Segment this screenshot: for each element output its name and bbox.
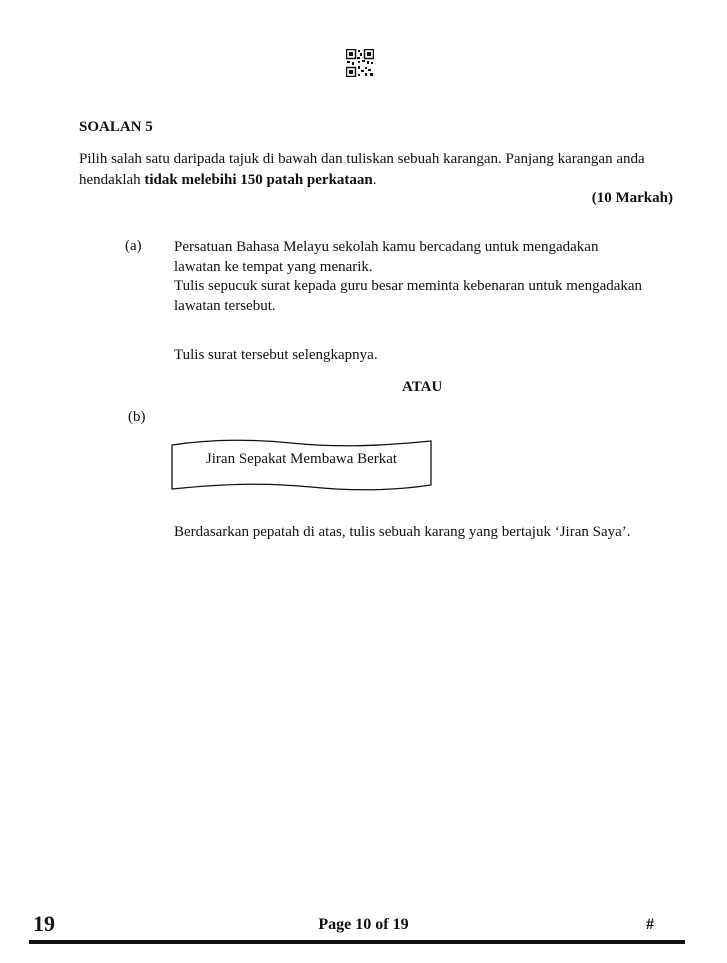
option-a-line: lawatan ke tempat yang menarik. xyxy=(174,258,373,275)
option-a-line: lawatan tersebut. xyxy=(174,297,276,314)
option-a-label: (a) xyxy=(125,238,142,254)
option-b-label: (b) xyxy=(128,409,146,425)
question-heading: SOALAN 5 xyxy=(79,119,153,135)
instructions-end: . xyxy=(372,172,377,188)
proverb-text: Jiran Sepakat Membawa Berkat xyxy=(205,451,398,467)
marks-allocation: (10 Markah) xyxy=(591,190,673,206)
footer-mark: # xyxy=(646,916,654,933)
option-b-prompt: Berdasarkan pepatah di atas, tulis sebuah karang yang bertajuk ‘Jiran Saya’. xyxy=(174,524,631,540)
question-instructions xyxy=(79,149,679,191)
footer-rule xyxy=(29,940,685,944)
option-a-line: Persatuan Bahasa Melayu sekolah kamu bercadang untuk mengadakan xyxy=(174,239,599,255)
or-separator: ATAU xyxy=(402,379,443,395)
option-a-instruction: Tulis surat tersebut selengkapnya. xyxy=(174,347,378,363)
option-a-line: Tulis sepucuk surat kepada guru besar meminta kebenaran untuk mengadakan xyxy=(174,278,643,294)
instructions-text: Pilih salah satu daripada tajuk di bawah dan tuliskan sebuah karangan. Panjang karangan anda hendaklah xyxy=(79,151,645,188)
footer-page-number: 19 xyxy=(33,911,55,936)
footer-page-label: Page 10 of 19 xyxy=(318,916,409,933)
word-limit: tidak melebihi 150 patah perkataan xyxy=(144,172,373,188)
option-a-text xyxy=(174,238,684,316)
qr-code-icon xyxy=(346,49,374,77)
